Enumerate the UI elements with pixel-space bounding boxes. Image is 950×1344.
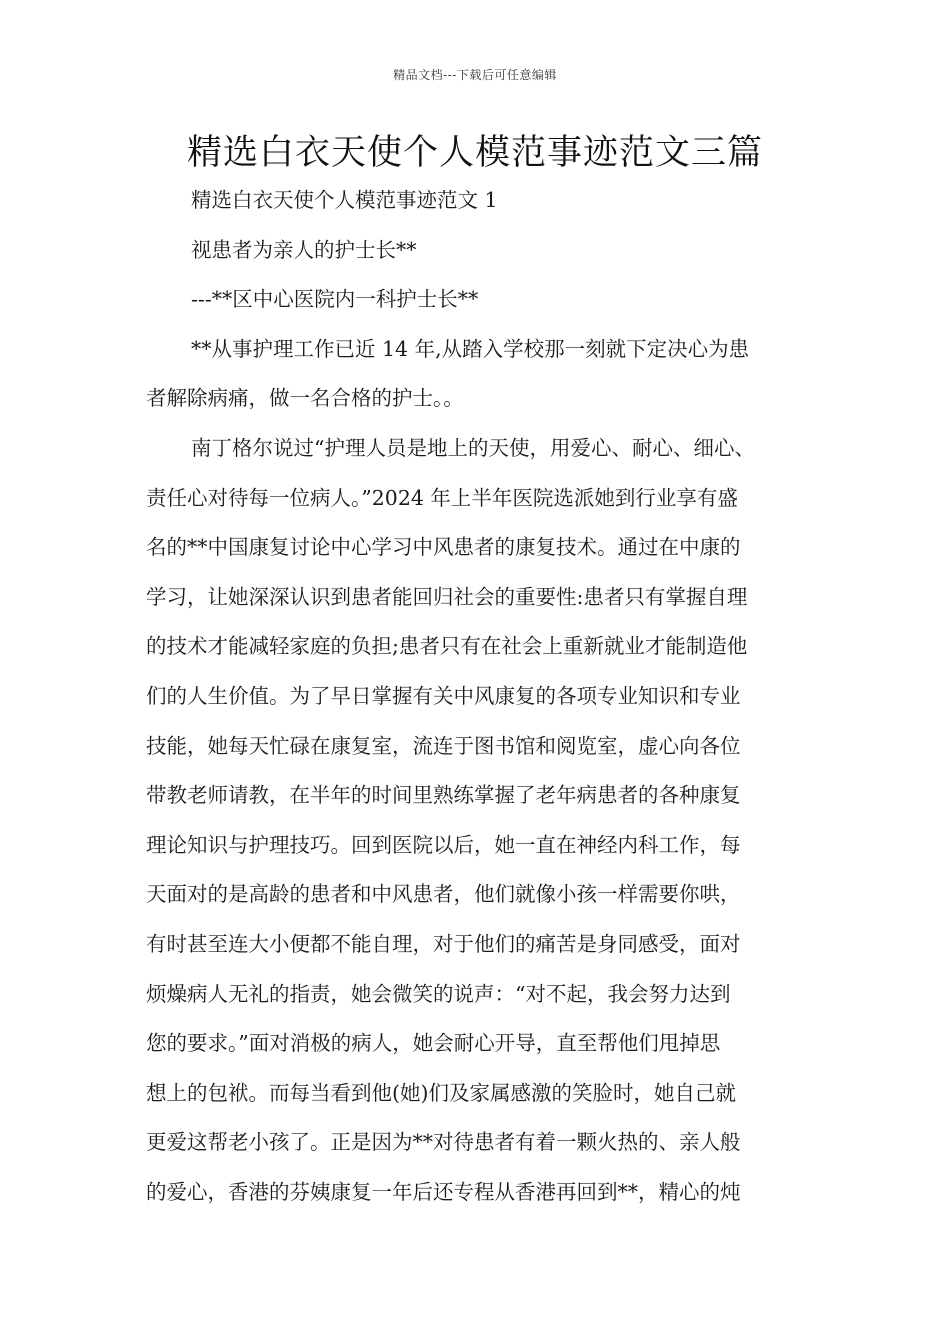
- article-heading: 视患者为亲人的护士长**: [191, 237, 417, 262]
- subtitle-line: 精选白衣天使个人模范事迹范文 1: [191, 188, 498, 212]
- paragraph-line: 责任心对待每一位病人。”2024 年上半年医院选派她到行业享有盛: [146, 485, 738, 510]
- paragraph-line: 技能，她每天忙碌在康复室，流连于图书馆和阅览室，虚心向各位: [146, 733, 741, 758]
- article-byline: ---**区中心医院内一科护士长**: [191, 287, 479, 312]
- paragraph-line: 理论知识与护理技巧。回到医院以后，她一直在神经内科工作，每: [146, 832, 741, 857]
- paragraph-line: 的爱心，香港的芬姨康复一年后还专程从香港再回到**，精心的炖: [146, 1179, 741, 1204]
- paragraph-line: 们的人生价值。为了早日掌握有关中风康复的各项专业知识和专业: [146, 683, 741, 708]
- document-body: [146, 176, 826, 1217]
- paragraph-line: 南丁格尔说过“护理人员是地上的天使，用爱心、耐心、细心、: [191, 435, 755, 460]
- paragraph-line: 者解除病痛，做一名合格的护士。。: [146, 386, 464, 411]
- paragraph-line: 天面对的是高龄的患者和中风患者，他们就像小孩一样需要你哄，: [146, 882, 741, 907]
- paragraph-line: **从事护理工作已近 14 年,从踏入学校那一刻就下定决心为患: [191, 336, 750, 361]
- paragraph-line: 烦燥病人无礼的指责，她会微笑的说声：“对不起，我会努力达到: [146, 981, 731, 1006]
- paragraph-line: 的技术才能减轻家庭的负担;患者只有在社会上重新就业才能制造他: [146, 634, 748, 659]
- paragraph-line: 名的**中国康复讨论中心学习中风患者的康复技术。通过在中康的: [146, 535, 741, 560]
- paragraph-line: 带教老师请教，在半年的时间里熟练掌握了老年病患者的各种康复: [146, 783, 741, 808]
- paragraph-line: 您的要求。”面对消极的病人，她会耐心开导，直至帮他们甩掉思: [146, 1031, 721, 1056]
- paragraph-line: 学习，让她深深认识到患者能回归社会的重要性:患者只有掌握自理: [146, 584, 748, 609]
- page-header: 精品文档---下载后可任意编辑: [393, 68, 557, 82]
- paragraph-line: 有时甚至连大小便都不能自理，对于他们的痛苦是身同感受，面对: [146, 931, 741, 956]
- paragraph-line: 想上的包袱。而每当看到他(她)们及家属感激的笑脸时，她自己就: [146, 1080, 736, 1105]
- document-title: 精选白衣天使个人模范事迹范文三篇: [186, 133, 763, 173]
- paragraph-line: 更爱这帮老小孩了。正是因为**对待患者有着一颗火热的、亲人般: [146, 1130, 741, 1155]
